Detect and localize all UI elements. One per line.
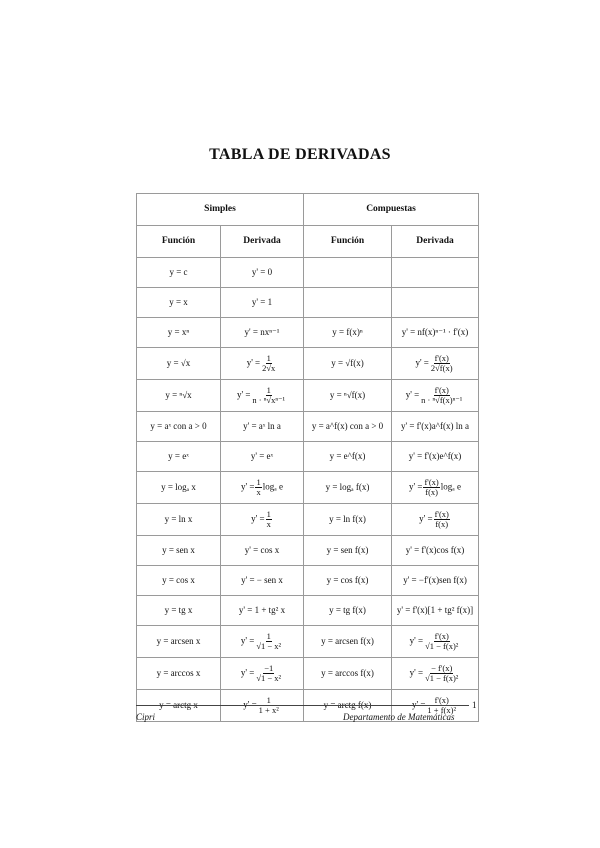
- composite-derivative-cell: [392, 504, 479, 536]
- simple-derivative-cell-denominator: √1 − x²: [256, 641, 282, 651]
- footer-rule: [136, 705, 469, 706]
- simple-derivative-cell-numerator: 1: [266, 695, 271, 706]
- composite-derivative-cell-prefix: y' =: [419, 513, 433, 524]
- table-row: [137, 566, 479, 596]
- simple-function-cell: y = logₐ x: [137, 472, 221, 504]
- composite-function-cell: y = sen f(x): [304, 536, 392, 566]
- composite-derivative-cell-denominator: f(x): [435, 519, 449, 529]
- table-row: [137, 412, 479, 442]
- composite-derivative-cell-numerator: f'(x): [434, 695, 449, 706]
- simple-derivative-cell-denominator: n · ⁿ√xⁿ⁻¹: [252, 395, 286, 405]
- composite-function-cell: y = ⁿ√f(x): [304, 380, 392, 412]
- simple-derivative-cell-fraction: [261, 354, 276, 373]
- table-body: [137, 258, 479, 722]
- composite-function-cell: y = √f(x): [304, 348, 392, 380]
- header-funcion: Función: [137, 226, 221, 258]
- simple-derivative-cell-fraction: [251, 386, 286, 405]
- simple-function-cell: y = sen x: [137, 536, 221, 566]
- composite-derivative-cell-denominator: 2√f(x): [430, 363, 453, 373]
- composite-function-cell: y = cos f(x): [304, 566, 392, 596]
- composite-derivative-cell: [392, 626, 479, 658]
- simple-derivative-cell-denominator: 1 + x²: [258, 705, 279, 715]
- composite-derivative-cell-prefix: y' =: [409, 635, 424, 646]
- simple-derivative-cell-denominator: 2√x: [262, 363, 276, 373]
- composite-derivative-cell-prefix: y' =: [405, 389, 420, 400]
- composite-derivative-cell-numerator: − f'(x): [431, 663, 453, 674]
- simple-function-cell: y = xⁿ: [137, 318, 221, 348]
- composite-function-cell: y = ln f(x): [304, 504, 392, 536]
- simple-derivative-cell: y' = nxⁿ⁻¹: [221, 318, 304, 348]
- simple-derivative-cell-suffix: logₐ e: [262, 481, 283, 492]
- table-row: [137, 258, 479, 288]
- simple-function-cell: y = ⁿ√x: [137, 380, 221, 412]
- table-row: [137, 348, 479, 380]
- simple-derivative-cell-denominator: x: [266, 519, 271, 529]
- composite-derivative-cell: y' = −f'(x)sen f(x): [392, 566, 479, 596]
- composite-derivative-cell-denominator: √1 − f(x)²: [425, 641, 459, 651]
- composite-derivative-cell: y' = f'(x)a^f(x) ln a: [392, 412, 479, 442]
- composite-derivative-cell: [392, 658, 479, 690]
- simple-derivative-cell-numerator: 1: [266, 509, 271, 520]
- composite-derivative-cell-fraction: [430, 354, 454, 373]
- composite-derivative-cell-numerator: f'(x): [424, 477, 439, 488]
- table-row: [137, 536, 479, 566]
- simple-derivative-cell-denominator: √1 − x²: [256, 673, 282, 683]
- composite-derivative-cell-denominator: √1 − f(x)²: [425, 673, 459, 683]
- page-title: TABLA DE DERIVADAS: [209, 146, 391, 163]
- simple-derivative-cell-numerator: 1: [266, 353, 271, 364]
- simple-derivative-cell: [221, 472, 304, 504]
- composite-derivative-cell: y' = f'(x)cos f(x): [392, 536, 479, 566]
- simple-function-cell: y = arccos x: [137, 658, 221, 690]
- simple-function-cell: y = eˣ: [137, 442, 221, 472]
- composite-derivative-cell-fraction: [424, 632, 459, 651]
- simple-derivative-cell-prefix: y' =: [240, 667, 255, 678]
- table-row: [137, 318, 479, 348]
- composite-function-cell: y = a^f(x) con a > 0: [304, 412, 392, 442]
- table-row: [137, 626, 479, 658]
- composite-derivative-cell-denominator: f(x): [425, 487, 438, 497]
- simple-derivative-cell-numerator: 1: [256, 477, 261, 488]
- header-derivada: Derivada: [221, 226, 304, 258]
- header-derivada-compuesta: Derivada: [392, 226, 479, 258]
- simple-function-cell: y = cos x: [137, 566, 221, 596]
- header-compuestas: Compuestas: [304, 194, 479, 226]
- simple-function-cell: y = arcsen x: [137, 626, 221, 658]
- simple-function-cell: y = √x: [137, 348, 221, 380]
- composite-derivative-cell: [392, 348, 479, 380]
- footer-author: Cipri: [136, 712, 156, 722]
- composite-derivative-cell-numerator: f'(x): [434, 353, 449, 364]
- derivatives-table: [136, 193, 479, 722]
- composite-function-cell: y = arccos f(x): [304, 658, 392, 690]
- table-row: [137, 288, 479, 318]
- composite-derivative-cell: [392, 288, 479, 318]
- simple-function-cell: y = ln x: [137, 504, 221, 536]
- composite-derivative-cell: [392, 472, 479, 504]
- composite-derivative-cell-fraction: [424, 664, 459, 683]
- simple-derivative-cell: [221, 504, 304, 536]
- simple-derivative-cell: [221, 348, 304, 380]
- composite-derivative-cell-fraction: [423, 478, 439, 497]
- composite-derivative-cell-numerator: f'(x): [434, 631, 449, 642]
- simple-derivative-cell: y' = cos x: [221, 536, 304, 566]
- simple-derivative-cell: [221, 380, 304, 412]
- composite-function-cell: y = arctg f(x): [304, 690, 392, 722]
- simple-function-cell: y = x: [137, 288, 221, 318]
- composite-function-cell: [304, 258, 392, 288]
- composite-function-cell: [304, 288, 392, 318]
- simple-function-cell: y = c: [137, 258, 221, 288]
- composite-derivative-cell: y' = f'(x)e^f(x): [392, 442, 479, 472]
- simple-derivative-cell-prefix: y' =: [251, 513, 265, 524]
- composite-function-cell: y = arcsen f(x): [304, 626, 392, 658]
- composite-derivative-cell: y' = nf(x)ⁿ⁻¹ · f'(x): [392, 318, 479, 348]
- simple-derivative-cell: [221, 626, 304, 658]
- simple-derivative-cell-fraction: [255, 632, 282, 651]
- composite-function-cell: y = f(x)ⁿ: [304, 318, 392, 348]
- footer-department: Departamento de Matemáticas: [343, 712, 455, 722]
- table-row: [137, 658, 479, 690]
- simple-derivative-cell: y' = 1: [221, 288, 304, 318]
- simple-function-cell: y = arctg x: [137, 690, 221, 722]
- simple-derivative-cell: y' = 0: [221, 258, 304, 288]
- simple-function-cell: y = aˣ con a > 0: [137, 412, 221, 442]
- simple-derivative-cell-numerator: −1: [264, 663, 274, 674]
- simple-derivative-cell-numerator: 1: [266, 631, 271, 642]
- simple-derivative-cell-numerator: 1: [266, 385, 271, 396]
- simple-derivative-cell: y' = − sen x: [221, 566, 304, 596]
- composite-derivative-cell-denominator: 1 + f(x)²: [427, 705, 457, 715]
- simple-derivative-cell: y' = aˣ ln a: [221, 412, 304, 442]
- composite-derivative-cell-prefix: y' =: [409, 667, 424, 678]
- simple-derivative-cell: y' = 1 + tg² x: [221, 596, 304, 626]
- table-row: [137, 442, 479, 472]
- composite-derivative-cell: [392, 258, 479, 288]
- composite-derivative-cell-prefix: y' =: [409, 481, 423, 492]
- composite-derivative-cell: y' = f'(x)[1 + tg² f(x)]: [392, 596, 479, 626]
- composite-derivative-cell-fraction: [434, 510, 450, 529]
- header-funcion-compuesta: Función: [304, 226, 392, 258]
- simple-derivative-cell-fraction: [266, 510, 272, 529]
- composite-derivative-cell-numerator: f'(x): [434, 385, 449, 396]
- table-row: [137, 380, 479, 412]
- simple-derivative-cell-fraction: [255, 664, 282, 683]
- simple-derivative-cell-prefix: y' =: [241, 481, 255, 492]
- simple-function-cell: y = tg x: [137, 596, 221, 626]
- page-number: 1: [472, 700, 477, 710]
- composite-derivative-cell-fraction: [420, 386, 463, 405]
- simple-derivative-cell-prefix: y' =: [240, 635, 255, 646]
- table-row: [137, 472, 479, 504]
- table-row: [137, 504, 479, 536]
- composite-function-cell: y = tg f(x): [304, 596, 392, 626]
- composite-derivative-cell-suffix: logₐ e: [440, 481, 461, 492]
- simple-derivative-cell-prefix: y' =: [246, 357, 261, 368]
- composite-derivative-cell-prefix: y' =: [411, 699, 426, 710]
- composite-derivative-cell-prefix: y' =: [415, 357, 429, 368]
- composite-derivative-cell-denominator: n · ⁿ√f(x)ⁿ⁻¹: [421, 395, 463, 405]
- header-simples: Simples: [137, 194, 304, 226]
- composite-derivative-cell: [392, 380, 479, 412]
- composite-function-cell: y = logₐ f(x): [304, 472, 392, 504]
- simple-derivative-cell: y' = eˣ: [221, 442, 304, 472]
- simple-derivative-cell: [221, 658, 304, 690]
- simple-derivative-cell-denominator: x: [256, 487, 261, 497]
- simple-derivative-cell-prefix: y' =: [243, 699, 257, 710]
- composite-derivative-cell-numerator: f'(x): [434, 509, 449, 520]
- composite-function-cell: y = e^f(x): [304, 442, 392, 472]
- simple-derivative-cell-fraction: [255, 478, 261, 497]
- simple-derivative-cell-prefix: y' =: [236, 389, 251, 400]
- derivatives-table-container: [136, 193, 478, 722]
- table-row: [137, 596, 479, 626]
